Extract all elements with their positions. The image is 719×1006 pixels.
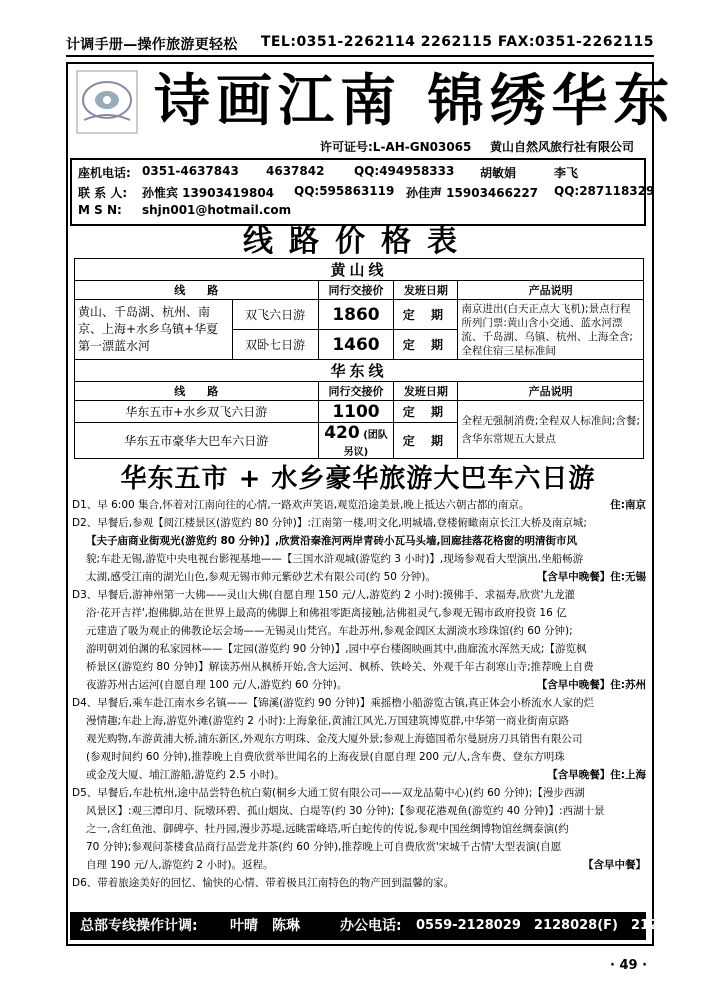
itinerary-line: D2、早餐后,参观【阅江楼景区(游览约 80 分钟)】:江南第一楼,明文化,明城墙,登楼俯瞰南京长江大桥及南京城;	[72, 517, 587, 529]
row-price: 1100	[318, 401, 394, 423]
itinerary-line: D4、早餐后,乘车赴江南水乡名镇——【锦溪(游览约 90 分钟)】乘摇橹小船游览古镇,真正体会小桥流水人家的烂	[72, 697, 595, 709]
price-note: (团队另议)	[343, 430, 388, 458]
col-price: 同行交接价	[318, 281, 394, 300]
itinerary-line: 【夫子庙商业街观光(游览约 80 分钟)】,欣赏沿秦淮河两岸青砖小瓦马头墙,回廊挂落花格窗的明清街市风	[86, 535, 577, 547]
slogan: 计调手册—操作旅游更轻松	[66, 37, 238, 53]
header	[70, 66, 676, 154]
phone-label: 座机电话:	[78, 166, 131, 180]
itinerary-line: 游明朝刘伯渊的私家园林——【定园(游览约 90 分钟)】,园中亭台楼阁映画其中,曲廊流水浑然天成;【游览枫	[86, 643, 587, 655]
itinerary-line: 桥景区(游览约 80 分钟)】解读苏州从枫桥开始,含大运河、枫桥、铁岭关、外观千年古刹寒山寺;推荐晚上自费	[86, 661, 594, 673]
top-banner	[66, 34, 654, 54]
itinerary-line: 或金茂大厦、埔江游船,游览约 2.5 小时)。	[86, 769, 285, 781]
contact-1-qq: QQ:595863119	[294, 184, 395, 198]
company-name: 黄山自然风旅行社有限公司	[490, 140, 635, 154]
section-huangshan: 黄山线	[75, 259, 644, 281]
row-price: 1860	[318, 300, 394, 330]
itinerary-stay: 【含早中晚餐】住:无锡	[536, 571, 646, 583]
huangshan-desc: 南京进出(白天正点大飞机);景点行程所列门票:黄山含小交通、蓝水河漂流、千岛湖、乌镇、杭州、上海全含;全程住宿三星标准间	[458, 300, 644, 360]
col-price: 同行交接价	[318, 382, 394, 401]
col-desc: 产品说明	[458, 382, 644, 401]
itinerary-line: 浴·花开吉祥',抱佛脚,站在世界上最高的佛脚上和佛祖零距离接触,沾佛祖灵气,参观无锡市政府投资 16 亿	[86, 607, 567, 619]
contact-1: 孙惟宾 13903419804	[142, 186, 275, 200]
contact-2: 孙佳声 15903466227	[406, 186, 539, 200]
company-logo	[76, 70, 138, 134]
price-table-title: 线路价格表	[243, 224, 473, 259]
row-price: 1460	[318, 330, 394, 360]
page-title: 诗画江南 锦绣华东	[154, 68, 676, 134]
itinerary-line: 70 分钟);参观问茶楼食品商行品尝龙井茶(约 60 分钟),推荐晚上可自费欣赏'宋城千古情'大型表演(自愿	[86, 841, 562, 853]
person-1: 胡敏娟	[480, 166, 517, 180]
qq-1: QQ:494958333	[354, 164, 455, 178]
itinerary-line: 观光购物,车游黄浦大桥,浦东新区,外观东方明珠、金茂大厦外景;参观上海德国希尔曼厨房刀具销售有限公司	[86, 733, 583, 745]
itinerary-line: 貌;车赴无锡,游览中央电视台影视基地——【三国水浒观城(游览约 3 小时)】,现场参观看大型演出,坐船畅游	[86, 553, 584, 565]
itinerary-line: 太湖,感受江南的湖光山色,参观无锡市帅元紫砂艺术有限公司(约 50 分钟)。	[86, 571, 436, 583]
row-date: 定 期	[394, 300, 458, 330]
person-2: 李飞	[554, 166, 579, 180]
itinerary-line: D6、带着旅途美好的回忆、愉快的心情、带着极具江南特色的物产回到温馨的家。	[72, 877, 455, 889]
row-type: 双飞六日游	[232, 300, 318, 330]
footer-bar	[70, 912, 695, 940]
col-date: 发班日期	[394, 382, 458, 401]
itinerary-line: (参观时间约 60 分钟),推荐晚上自费欣赏举世闻名的上海夜景(自愿自理 200 元/人,含车费、登东方明珠	[86, 751, 565, 763]
itinerary-line: 之一,含红鱼池、御碑亭、牡丹园,漫步苏堤,远眺雷峰塔,听白蛇传的传说,参观中国丝绸博物馆丝绸泰演(约	[86, 823, 569, 835]
route-title: 华东五市 + 水乡豪华旅游大巴车六日游	[120, 464, 596, 494]
row-date: 定 期	[394, 423, 458, 459]
col-route: 线 路	[75, 281, 319, 300]
contact-box	[70, 158, 655, 226]
top-phone: TEL:0351-2262114 2262115 FAX:0351-2262115	[260, 34, 654, 50]
top-divider	[66, 55, 654, 57]
msn-label: M S N:	[78, 203, 122, 217]
itinerary-line: D3、早餐后,游神州第一大佛——灵山大佛(自愿自理 150 元/人,游览约 2 小时):摸佛手、求福寿,欣赏'九龙灌	[72, 589, 576, 601]
row-type: 双卧七日游	[232, 330, 318, 360]
itinerary-line: 风景区】:观三潭印月、阮墩环碧、孤山烟岚、白堤等(约 30 分钟);【参观花港观鱼(游览约 40 分钟)】:西湖十景	[86, 805, 605, 817]
itinerary-stay: 住:南京	[610, 499, 646, 511]
phone-2: 4637842	[266, 164, 325, 178]
msn-address[interactable]: shjn001@hotmail.com	[142, 203, 292, 217]
itinerary-line: D1、早 6:00 集合,怀着对江南向往的心情,一路欢声笑语,观览沿途美景,晚上抵达六朝古都的南京。	[72, 499, 530, 511]
footer-office: 办公电话:	[340, 918, 402, 934]
contact-2-qq: QQ:287118329	[554, 184, 655, 198]
section-huadong: 华东线	[75, 360, 644, 382]
huadong-route-2: 华东五市豪华大巴车六日游	[75, 423, 319, 459]
itinerary-stay: 【含早中晚餐】住:苏州	[536, 679, 646, 691]
row-price: 420	[324, 423, 360, 443]
contacts-label: 联 系 人:	[78, 186, 128, 200]
itinerary-line: D5、早餐后,车赴杭州,途中品尝特色杭白菊(桐乡大通工贸有限公司——双龙品菊中心)(约 60 分钟);【漫步西湖	[72, 787, 585, 799]
row-date: 定 期	[394, 330, 458, 360]
itinerary	[72, 496, 646, 892]
col-date: 发班日期	[394, 281, 458, 300]
price-table	[74, 258, 644, 459]
itinerary-line: 元建造了吸为观止的佛教论坛会场——无锡灵山梵宫。车赴苏州,参观金阊区太湖淡水珍珠馆(约 60 分钟);	[86, 625, 573, 637]
itinerary-line: 夜游苏州古运河(自愿自理 100 元/人,游览约 60 分钟)。	[86, 679, 348, 691]
huadong-route-1: 华东五市+水乡双飞六日游	[75, 401, 319, 423]
col-desc: 产品说明	[458, 281, 644, 300]
license-number: 许可证号:L-AH-GN03065	[320, 140, 472, 154]
huangshan-route: 黄山、千岛湖、杭州、南京、上海+水乡乌镇+华夏第一漂蓝水河	[75, 300, 233, 360]
footer-phones: 0559-2128029 2128028(F) 2128030	[416, 918, 695, 933]
page-number: · 49 ·	[610, 958, 648, 973]
itinerary-line: 自理 190 元/人,游览约 2 小时)。返程。	[86, 859, 274, 871]
itinerary-stay: 【含早中餐】	[583, 859, 646, 871]
itinerary-stay: 【含早晚餐】住:上海	[547, 769, 646, 781]
col-route: 线 路	[75, 382, 319, 401]
itinerary-line: 漫情趣;车赴上海,游览外滩(游览约 2 小时):上海象征,黄浦江风光,万国建筑博览群,中华第一商业街南京路	[86, 715, 569, 727]
footer-label: 总部专线操作计调:	[80, 918, 198, 934]
row-date: 定 期	[394, 401, 458, 423]
phone-1: 0351-4637843	[142, 164, 239, 178]
footer-names: 叶晴 陈琳	[230, 918, 300, 934]
huadong-desc: 全程无强制消费;全程双人标准间;含餐;含华东常规五大景点	[458, 401, 644, 459]
